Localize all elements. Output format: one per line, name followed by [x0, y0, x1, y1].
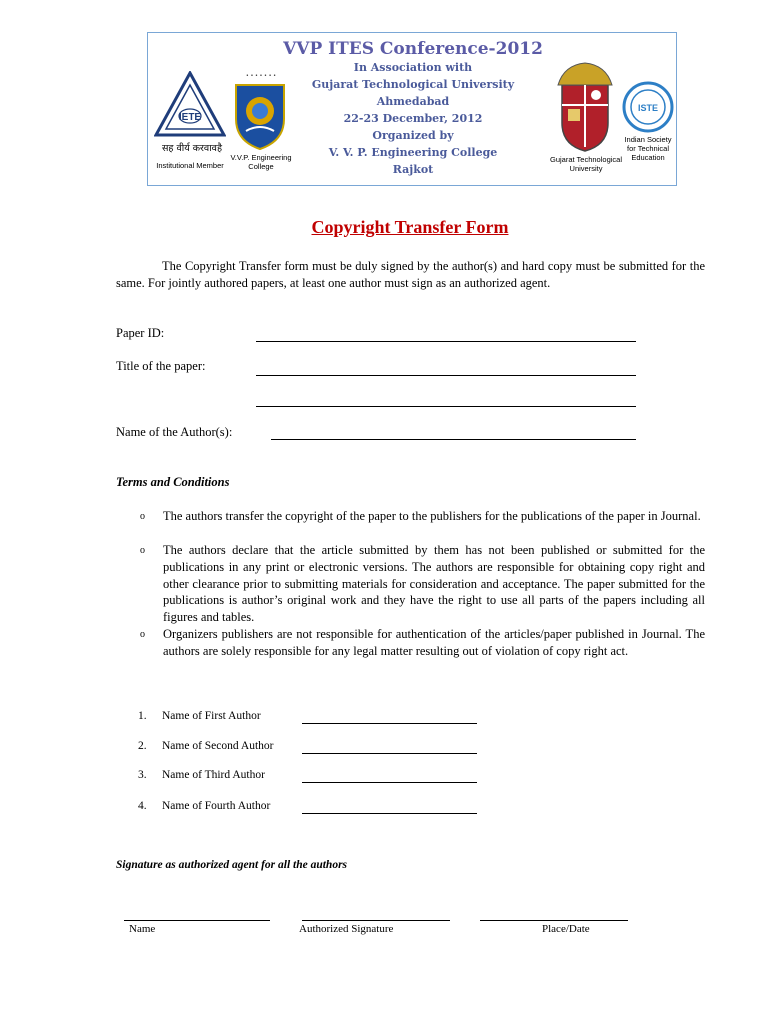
header-line-5: Organized by — [372, 129, 454, 142]
author-line-1[interactable] — [302, 723, 477, 724]
header-line-1: In Association with — [353, 61, 473, 74]
term-item-3: Organizers publishers are not responsible for authentication of the articles/paper published in Journal. The authors are solely responsible for any legal matter resulting out of violation of copy right act. — [163, 627, 705, 658]
conference-title: VVP ITES Conference-2012 — [283, 39, 543, 59]
intro-paragraph — [116, 258, 705, 291]
vvp-caption: V.V.P. Engineering College — [230, 153, 292, 171]
place-date-label: Place/Date — [542, 923, 590, 935]
author-num-1: 1. — [138, 710, 147, 722]
title-line-1[interactable] — [256, 375, 636, 376]
author-line-3[interactable] — [302, 782, 477, 783]
gtu-caption: Gujarat Technological University — [550, 155, 622, 173]
form-title: Copyright Transfer Form — [311, 217, 509, 237]
place-date-line[interactable] — [480, 920, 628, 921]
header-line-3: Ahmedabad — [376, 95, 450, 108]
signature-heading: Signature as authorized agent for all the authors — [116, 859, 348, 871]
header-line-6: V. V. P. Engineering College — [328, 146, 498, 159]
author-num-2: 2. — [138, 740, 147, 752]
iste-logo-text: ISTE — [637, 103, 659, 113]
author-label-1: Name of First Author — [162, 710, 261, 722]
author-num-3: 3. — [138, 769, 147, 781]
header-line-7: Rajkot — [392, 163, 434, 176]
bullet-3: o — [140, 629, 145, 640]
terms-heading: Terms and Conditions — [116, 475, 230, 489]
author-label-3: Name of Third Author — [162, 769, 265, 781]
author-label-2: Name of Second Author — [162, 740, 274, 752]
header-line-4: 22-23 December, 2012 — [343, 112, 483, 125]
header-line-2: Gujarat Technological University — [311, 78, 515, 91]
paper-id-line[interactable] — [256, 341, 636, 342]
iete-motto: सह वीर्य करवावहै — [161, 143, 222, 154]
signature-label: Authorized Signature — [299, 923, 394, 935]
iete-caption: Institutional Member — [156, 161, 224, 170]
iete-logo-text: IETE — [178, 112, 202, 123]
signature-line[interactable] — [302, 920, 450, 921]
conference-banner — [147, 32, 677, 186]
author-line-4[interactable] — [302, 813, 477, 814]
intro-text: The Copyright Transfer form must be duly signed by the author(s) and hard copy must be submitted for the same. For jointly authored papers, at least one author must sign as an authorized agent. — [116, 259, 705, 290]
paper-id-label: Paper ID: — [116, 326, 165, 340]
bullet-1: o — [140, 511, 145, 522]
authors-line[interactable] — [271, 439, 636, 440]
gtu-logo — [554, 61, 616, 153]
name-label: Name — [129, 923, 156, 935]
vvp-logo-arc: • • • • • • • — [245, 73, 277, 79]
iste-caption: Indian Society for Technical Education — [624, 135, 672, 162]
name-line[interactable] — [124, 920, 270, 921]
term-item-1: The authors transfer the copyright of the paper to the publishers for the publications of the paper in Journal. — [163, 509, 701, 523]
author-label-4: Name of Fourth Author — [162, 800, 271, 812]
title-line-2[interactable] — [256, 406, 636, 407]
title-label: Title of the paper: — [116, 359, 206, 373]
bullet-2: o — [140, 545, 145, 556]
authors-label: Name of the Author(s): — [116, 425, 233, 439]
author-num-4: 4. — [138, 800, 147, 812]
iste-logo — [622, 81, 674, 133]
term-item-2: The authors declare that the article submitted by them has not been published or submitted for the publications in any print or electronic versions. The authors are responsible for obtaining copy right and other clearance prior to submitting materials for consideration and acceptance. The paper submitted for the publications is author’s original work and they have the right to use all parts of the papers including all figures and tables. — [163, 543, 705, 625]
author-line-2[interactable] — [302, 753, 477, 754]
